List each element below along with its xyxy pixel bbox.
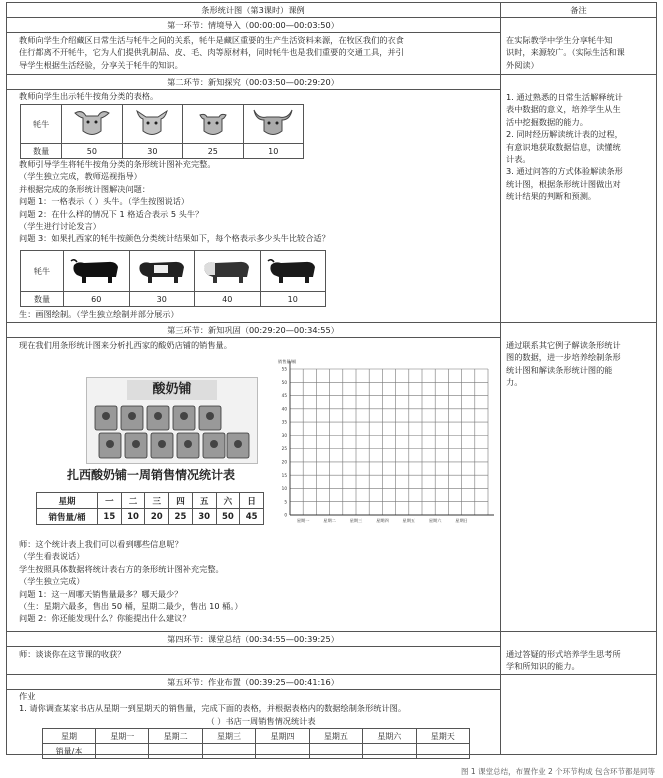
homework-label: 作业 [19,691,36,701]
yak-count-label: 数量 [21,292,64,307]
blank-bar-chart [268,357,496,529]
section4-notes: 通过答疑的形式培养学生思考所 学和所知识的能力。 [506,649,621,672]
hw-header-cell: 星期 [43,729,96,744]
y-tick-label: 25 [281,446,287,452]
sales-value: 10 [121,509,145,525]
sales-value: 20 [145,509,169,525]
x-category-label: 星期三 [349,518,363,523]
sales-table-title: 扎西酸奶铺一周销售情况统计表 [66,468,235,482]
weekly-sales-table [36,492,264,525]
yak-count: 40 [195,292,261,307]
section2-title: 第二环节：新知探究（00:03:50—00:29:20） [167,77,339,87]
page-footer: 图 1 课堂总结，布置作业 2 个环节构成 包含环节都是同等 [461,767,655,776]
y-tick-label: 50 [281,379,287,385]
sales-header-cell: 星期 [37,493,98,509]
hw-header-cell: 星期五 [309,729,362,744]
yak-count: 25 [183,144,243,159]
sales-header-cell: 一 [98,493,122,509]
yak-count: 50 [62,144,122,159]
notes-header: 备注 [570,5,587,15]
sales-value: 50 [216,509,240,525]
y-tick-label: 35 [281,419,287,425]
yogurt-shop-image [86,377,258,464]
section3-title: 第三环节：新知巩固（00:29:20—00:34:55） [167,325,339,335]
section2-steps: 教师引导学生将牦牛按角分类的条形统计图补充完整。 （学生独立完成，教师巡视指导） 并根据完成的条形统计图解决问题： 问题 1：一格表示（ ）头牛。（学生按图说话） 问题 2：在什么样的情况下 1 格适合表示 5 头牛？ （学生进行讨论发言） 问题 3：如果扎西家的牦牛按颜色分类统计结果如下，每个格表示多少头牛比较合适？ [19,159,330,244]
x-category-label: 星期二 [323,518,336,523]
section2-intro: 教师向学生出示牦牛按角分类的表格。 [19,91,159,101]
y-tick-label: 45 [281,393,287,399]
x-category-label: 星期六 [428,518,442,523]
shop-sign: 酸奶铺 [127,380,217,400]
hw-input-cell [149,744,202,759]
section4-title: 第四环节：课堂总结（00:34:55—00:39:25） [167,634,339,644]
section4-text: 师：谈谈你在这节课的收获？ [19,649,126,659]
y-tick-label: 10 [281,486,287,492]
y-tick-label: 0 [284,512,287,518]
yak-row-label: 牦牛 [21,251,64,292]
y-axis-label: 销售量/桶 [278,359,297,364]
sales-value: 30 [192,509,216,525]
lesson-plan-table [6,2,657,770]
y-tick-label: 15 [281,472,287,478]
yogurt-buckets [93,404,251,460]
yak-image [260,251,326,292]
yak-count: 10 [260,292,326,307]
section1-text: 教师向学生介绍藏区日常生活与牦牛之间的关系，牦牛是藏区重要的生产生活资料来源，在牧区我们的衣食 住行都离不开牦牛，它为人们提供乳制品、皮、毛、肉等原材料，同时牦牛也是我们重要的交通工具，并引 导学生根据生活经验，分享关于牦牛的知识。 [19,35,404,70]
x-category-label: 星期五 [402,518,416,523]
yak-count: 10 [243,144,303,159]
yak-count-label: 数量 [21,144,62,159]
x-category-label: 星期日 [455,518,468,523]
yak-count: 60 [64,292,130,307]
x-category-label: 星期一 [296,518,310,523]
y-tick-label: 5 [284,499,287,505]
homework-table-title: （ ）书店一周销售情况统计表 [206,716,316,726]
sales-header-cell: 日 [240,493,264,509]
section5-title: 第五环节：作业布置（00:39:25—00:41:16） [167,677,339,687]
section3-intro: 现在我们用条形统计图来分析扎西家的酸奶店铺的销售量。 [19,340,232,350]
hw-header-cell: 星期四 [256,729,309,744]
section3-notes: 通过联系其它例子解读条形统计 图的数据，进一步培养绘制条形 统计图和解读条形统计图的能 力。 [506,340,621,388]
hw-input-cell [416,744,469,759]
section2-notes: 1. 通过熟悉的日常生活解释统计 表中数据的意义，培养学生从生 活中挖掘数据的能力。 2. 同时经历解读统计表的过程， 有意识地获取数据信息，读懂统 计表。 3. 通过问答的方式体验解读条形 统计图，根据条形统计图做出对 统计结果的判断和预测。 [506,92,623,202]
sales-header-cell: 六 [216,493,240,509]
section1-note: 在实际教学中学生分享牦牛知 识时，来源较广。（实际生活和课 外阅读） [506,35,625,70]
sales-row-label: 销售量/桶 [37,509,98,525]
yak-head-image [122,105,182,144]
yak-image [129,251,195,292]
section3-steps: 师：这个统计表上我们可以看到哪些信息呢？ （学生看表说话） 学生按照具体数据将统计表右方的条形统计图补充完整。 （学生独立完成） 问题 1：这一周哪天销售量最多？哪天最少？ （生：星期六最多，售出 50 桶，星期二最少，售出 10 桶。） 问题 2：你还能发现什么？你能提出什么建议？ [19,539,243,624]
y-tick-label: 40 [281,406,287,412]
section2-after: 生：画图绘制。（学生独立绘制并部分展示） [19,309,179,319]
x-category-label: 星期四 [376,518,389,523]
yak-row-label: 牦牛 [21,105,62,144]
sales-header-cell: 二 [121,493,145,509]
hw-header-cell: 星期二 [149,729,202,744]
sales-header-cell: 三 [145,493,169,509]
lesson-title: 条形统计图（第3课时）课例 [201,5,305,15]
sales-value: 25 [169,509,193,525]
y-tick-label: 55 [281,366,287,372]
yak-image [195,251,261,292]
sales-value: 15 [98,509,122,525]
hw-row-label: 销量/本 [43,744,96,759]
yak-horn-table [20,104,304,159]
y-tick-label: 20 [281,459,287,465]
yak-count: 30 [129,292,195,307]
yak-count: 30 [122,144,182,159]
hw-input-cell [256,744,309,759]
hw-header-cell: 星期六 [363,729,416,744]
sales-header-cell: 五 [192,493,216,509]
sales-header-cell: 四 [169,493,193,509]
hw-header-cell: 星期一 [96,729,149,744]
hw-header-cell: 星期天 [416,729,469,744]
yak-head-image [183,105,243,144]
hw-input-cell [202,744,255,759]
sales-value: 45 [240,509,264,525]
yak-color-table [20,250,326,307]
yak-head-image [62,105,122,144]
hw-header-cell: 星期三 [202,729,255,744]
hw-input-cell [363,744,416,759]
hw-input-cell [309,744,362,759]
hw-input-cell [96,744,149,759]
yak-head-image [243,105,303,144]
section1-title: 第一环节：情境导入（00:00:00—00:03:50） [167,20,339,30]
yak-image [64,251,130,292]
y-tick-label: 30 [281,432,287,438]
homework-table [42,728,470,759]
homework-task: 1. 请你调查某家书店从星期一到星期天的销售量，完成下面的表格，并根据表格内的数据绘制条形统计图。 [19,703,407,713]
